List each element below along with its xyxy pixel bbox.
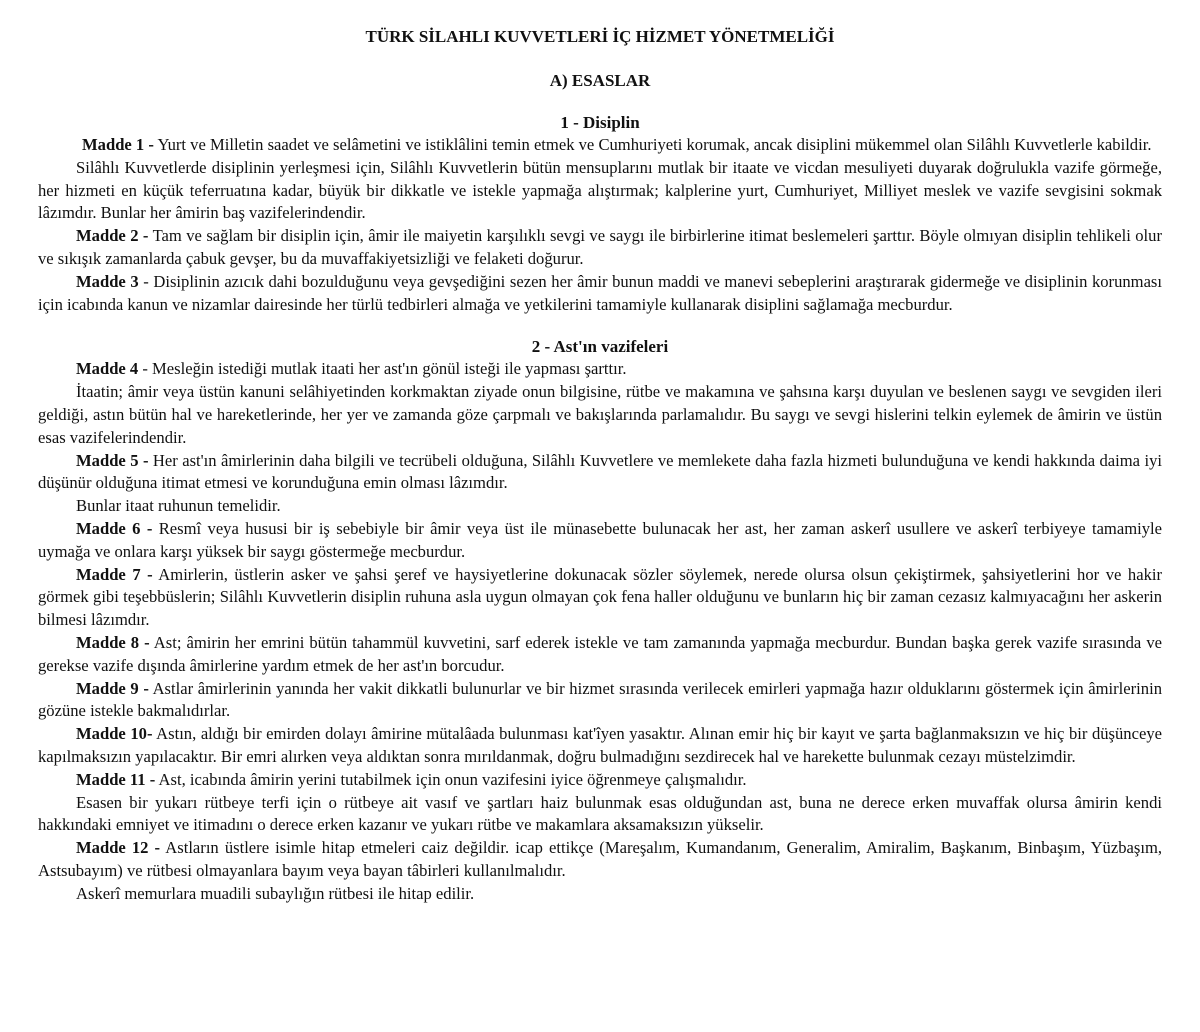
paragraph bbox=[38, 883, 1162, 906]
paragraph-text: Bunlar itaat ruhunun temelidir. bbox=[76, 496, 281, 516]
article-text: Ast; âmirin her emrini bütün tahammül kuvvetini, sarf ederek istekle ve tam zamanında yapmağa mecburdur. Bundan başka gerek vazife sırasında ve gerekse vazife dışında âmirlerine yardım etmek de her ast'ın borcudur. bbox=[38, 632, 1162, 675]
article-label: Madde 9 - bbox=[76, 678, 149, 698]
document-title: TÜRK SİLAHLI KUVVETLERİ İÇ HİZMET YÖNETMELİĞİ bbox=[365, 27, 835, 46]
article-12 bbox=[38, 837, 1162, 883]
article-label: Madde 6 - bbox=[76, 518, 153, 538]
article-text: Astın, aldığı bir emirden dolayı âmirine mütalâada bulunması kat'îyen yasaktır. Alınan emir hiç bir kayıt ve şarta bağlanmaksızın ve hiç bir düşünceye kapılmaksızın yapılacaktır. Bir emri alırken veya aldıktan sonra mırıldanmak, doğru bulmadığını sezdirecek hal ve harekette bulunmak cezayı müstelzimdir. bbox=[38, 724, 1162, 766]
article-text: Resmî veya hususi bir iş sebebiyle bir âmir veya üst ile münasebette bulunacak her ast, her zaman askerî usullere ve askerî terbiyeye tamamiyle uymağa ve onlara karşı yüksek bir saygı göstermeğe mecburdur. bbox=[38, 518, 1162, 561]
document-page bbox=[38, 26, 1162, 906]
article-text: - Mesleğin istediği mutlak itaati her ast'ın gönül isteği ile yapması şarttır. bbox=[138, 359, 627, 379]
article-2 bbox=[38, 225, 1162, 271]
article-label: Madde 2 - bbox=[76, 226, 149, 246]
article-text: Yurt ve Milletin saadet ve selâmetini ve istiklâlini temin etmek ve Cumhuriyeti korumak, ancak disiplini mükemmel olan Silâhlı Kuvvetlerle kabildir. bbox=[153, 135, 1152, 154]
article-label: Madde 5 - bbox=[76, 450, 149, 470]
article-label: Madde 8 - bbox=[76, 632, 150, 652]
section-heading: 2 - Ast'ın vazifeleri bbox=[531, 337, 669, 357]
paragraph bbox=[38, 381, 1162, 449]
article-label: Madde 3 bbox=[76, 271, 139, 291]
section-heading: 1 - Disiplin bbox=[560, 113, 640, 132]
article-label: Madde 12 - bbox=[76, 838, 161, 858]
article-label: Madde 10- bbox=[76, 724, 153, 744]
article-label: Madde 1 - bbox=[82, 135, 154, 154]
article-8 bbox=[38, 632, 1162, 678]
section-disiplin bbox=[38, 112, 1162, 316]
article-7 bbox=[38, 564, 1162, 632]
paragraph bbox=[38, 792, 1162, 838]
article-1 bbox=[38, 134, 1162, 157]
article-9 bbox=[38, 678, 1162, 724]
paragraph-text: Silâhlı Kuvvetlerde disiplinin yerleşmesi için, Silâhlı Kuvvetlerin bütün mensuplarını mutlak bir itaate ve vicdan mesuliyeti duyarak doğrulukla vazife görmeğe, her hizmeti en küçük teferruatına kadar, büyük bir dikkatle ve istekle yapmağa alıştırmak; kalplerine yurt, Cumhuriyet, Milliyet meslek ve vazife sevgisini sokmak lâzımdır. Bunlar her âmirin baş vazifelerindendir. bbox=[38, 157, 1162, 223]
article-text: Tam ve sağlam bir disiplin için, âmir ile maiyetin karşılıklı sevgi ve saygı ile birbirlerine itimat beslemeleri şarttır. Böyle olmıyan disiplin tehlikeli olur ve sıkışık zamanlarda çabuk gevşer, bu da muvaffakiyetsizliği ve felaketi doğurur. bbox=[38, 226, 1162, 268]
article-5 bbox=[38, 450, 1162, 496]
article-text: Astlar âmirlerinin yanında her vakit dikkatli bulunurlar ve bir hizmet sırasında verilecek emirleri yapmağa hazır olduklarını göstermek için âmirlerinin gözüne istekle bakmalıdırlar. bbox=[38, 678, 1162, 721]
paragraph-text: Esasen bir yukarı rütbeye terfi için o rütbeye ait vasıf ve şartları haiz bulunmak esas olduğundan ast, buna ne derece erken muvaffak olursa âmirin kendi hakkındaki emniyet ve itimadını o derece erken kazanır ve yukarı rütbe ve makamlara aksamaksızın yükselir. bbox=[38, 792, 1162, 835]
paragraph bbox=[38, 157, 1162, 225]
article-6 bbox=[38, 518, 1162, 564]
article-4 bbox=[38, 358, 1162, 381]
article-text: Astların üstlere isimle hitap etmeleri caiz değildir. icap ettikçe (Mareşalım, Kumandanım, Generalim, Amiralim, Başkanım, Binbaşım, Yüzbaşım, Astsubayım) ve rütbesi olmayanlara bayım veya bayan tâbirleri kullanılmalıdır. bbox=[38, 838, 1162, 880]
article-11 bbox=[38, 769, 1162, 792]
article-text: Amirlerin, üstlerin asker ve şahsi şeref ve haysiyetlerine dokunacak sözler söylemek, nerede olursa olsun çekiştirmek, şahsiyetlerini hor ve hakir görmek gibi teşebbüslerin; Silâhlı Kuvvetlerin disiplin ruhuna asla uygun olmayan çok fena haller olduğunu ve bunların hiç bir zaman cezasız kalmıyacağını her askerin bilmesi lâzımdır. bbox=[38, 564, 1163, 630]
article-text: Ast, icabında âmirin yerini tutabilmek için onun vazifesini iyice öğrenmeye çalışmalıdır. bbox=[155, 769, 747, 789]
paragraph-text: Askerî memurlara muadili subaylığın rütbesi ile hitap edilir. bbox=[76, 883, 475, 903]
paragraph bbox=[38, 495, 1162, 518]
article-label: Madde 7 - bbox=[76, 564, 153, 584]
article-3 bbox=[38, 271, 1162, 317]
section-ast-vazifeleri bbox=[38, 336, 1162, 905]
paragraph-text: İtaatin; âmir veya üstün kanuni selâhiyetinden korkmaktan ziyade onun bilgisine, rütbe ve makamına ve şahsına karşı duyulan ve beslenen saygı ve sevgiden ileri geldiği, astın bütün hal ve hareketlerinde, her yer ve zamanda göze çarpmalı ve bakışlarında parlamalıdır. Bu saygı ve sevgi hislerini telkin eylemek de âmirin ve üstün esas vazifelerindendir. bbox=[38, 382, 1162, 447]
article-text: - Disiplinin azıcık dahi bozulduğunu veya gevşediğini sezen her âmir bunun maddi ve manevi sebeplerini araştırarak gidermeğe ve disiplinin korunması için icabında kanun ve nizamlar dairesinde her türlü tedbirleri almağa ve yetkilerini tamamiyle kullanarak disiplini sağlamağa mecburdur. bbox=[38, 271, 1163, 314]
article-label: Madde 4 bbox=[76, 359, 139, 379]
part-heading: A) ESASLAR bbox=[549, 71, 651, 90]
article-10 bbox=[38, 723, 1162, 769]
article-label: Madde 11 - bbox=[76, 769, 156, 789]
article-text: Her ast'ın âmirlerinin daha bilgili ve tecrübeli olduğuna, Silâhlı Kuvvetlere ve memlekete daha fazla hizmeti bulunduğuna ve kendi hakkında daima iyi düşünür olduğuna itimat etmesi ve korunduğuna emin olması lâzımdır. bbox=[38, 450, 1163, 493]
